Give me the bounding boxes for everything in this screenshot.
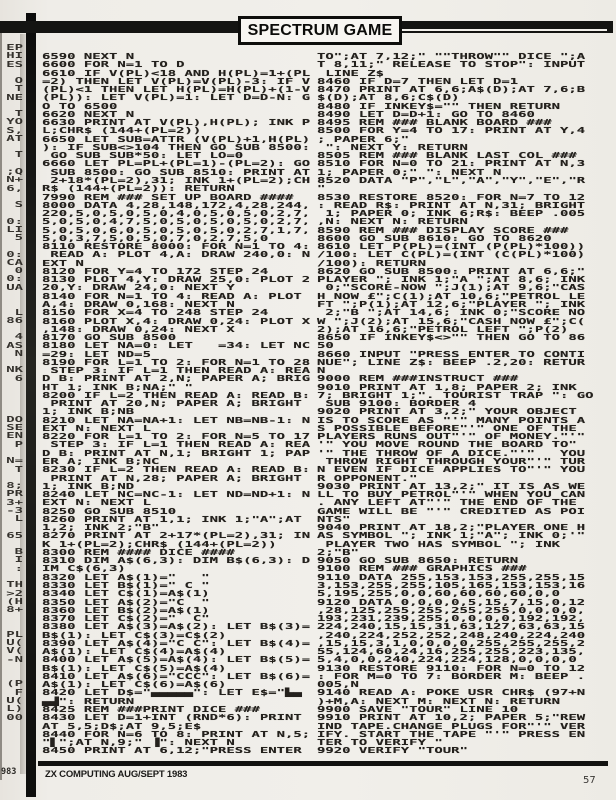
code-line: : FOR M=0 TO 7: BORDER M: BEEP . (317, 671, 586, 681)
code-line: 3,153,255,255,105,165,153,153,16 (317, 581, 586, 590)
code-line: 8480 IF INKEY$="" THEN RETURN (317, 101, 561, 111)
code-line: 9020 PRINT AT 3,2;" YOUR OBJECT (317, 407, 586, 417)
code-line: B (14, 547, 23, 557)
code-line: 86 (6, 315, 23, 325)
code-line: PLAYER TWO HAS SYMBOL "; INK (317, 539, 569, 549)
code-line: 9110 DATA 255,153,153,255,255,15 (317, 572, 586, 582)
code-line: W ";J(2);AT 15,6;"CASH NOW £";C( (317, 316, 586, 326)
code-line: ES (6, 59, 23, 69)
code-line: 2;"B ";AT 14,6; INK 0;"SCORE NO (317, 308, 586, 318)
code-line: ▄▟": RETURN (42, 696, 135, 706)
code-line: 8380 LET A$(3)=A$(2): LET B$(3)= (42, 622, 311, 632)
code-line: 65 (6, 530, 23, 540)
code-line: "▌";AT N,9;" ▐": NEXT N (42, 738, 235, 748)
code-line: 8000 DATA 4,28,148,172,4,28,244, (42, 200, 311, 210)
code-line: ;Q (6, 166, 23, 176)
code-line: NE (6, 92, 23, 102)
code-line: 8260 PRINT AT 1,1; INK 1;"A";AT (42, 514, 311, 524)
code-line: 8425 REM ###PRINT DICE ### (42, 704, 260, 714)
code-line: 8430 LET D=1+INT (RND*6): PRINT (42, 713, 311, 723)
code-line: 8130 PLOT 4,Y: DRAW 25,0: PLOT 2 (42, 275, 311, 285)
code-line: )+M,A: NEXT M: NEXT N: RETURN (317, 696, 561, 706)
code-line: >2 (6, 588, 23, 598)
code-line: GO SUB SUB*50: LET LO=0 (42, 151, 244, 161)
code-line: 00 (6, 712, 23, 722)
code-line: EXT N: NEXT L (42, 498, 151, 508)
code-line: 9050 GO SUB 8650: RETURN (317, 556, 519, 566)
code-line (0, 383, 23, 391)
code-line: UA (6, 282, 23, 292)
code-line: L) (6, 704, 23, 714)
code-line: 5,195,255,0,0,60,60,60,60,0,0 (317, 589, 561, 599)
code-line: ": NEXT Y: RETURN (317, 142, 468, 152)
code-line: TO";AT 7,12;" ""THROW"" DICE ";A (317, 52, 586, 61)
code-line: AT 5,5;D$;AT 9,5;E$ (42, 721, 202, 731)
code-line (0, 391, 23, 399)
footer-rule (38, 761, 608, 766)
code-line (0, 399, 23, 407)
code-line: PRINT AT 20,N; PAPER A; BRIGHT (42, 399, 311, 409)
code-line: N EVEN IF DICE APPLIES TO"'" YOU (317, 465, 586, 475)
code-line: 8330 LET B$(1)=" C " (42, 581, 210, 590)
code-line: 7; BRIGHT 1;". TOURIST TRAP ": GO (317, 390, 594, 400)
code-line: 6590 NEXT N (42, 52, 135, 61)
code-line: 8140 FOR N=1 TO 4: READ A: PLOT (42, 291, 311, 301)
code-line: 8250 GO SUB 8510 (42, 506, 177, 516)
code-line: 8110 RESTORE 8000: FOR N=1 TO 4: (42, 242, 311, 252)
code-line: 220,5,0,5,0,5,0,4,0,5,0,5,0,2,7, (42, 209, 311, 219)
code-line: READ A: PLOT 4,A: DRAW 240,0: N (42, 250, 311, 260)
code-line: U( (6, 695, 23, 705)
code-line: . ANY LEFT AT"'" THE END OF THE (317, 498, 586, 508)
code-line: 8220 FOR L=1 TO 2: FOR N=5 TO 17 (42, 432, 311, 442)
code-line: LI (6, 224, 23, 234)
code-line: V( (6, 646, 23, 656)
code-line: PLAYERS RUNS OUT"'" OF MONEY."'" (317, 432, 586, 442)
code-line (0, 664, 23, 672)
code-line: N+ (6, 175, 23, 185)
code-line: 0: (6, 249, 23, 259)
code-line: 2;"B" (317, 547, 359, 557)
code-line: 005,N (317, 680, 359, 690)
code-line: 8360 LET B$(2)=A$(1) (42, 605, 210, 615)
code-line: 8270 PRINT AT 2+17*(PL=2),31; IN (42, 531, 311, 541)
footer-gutter-fragment: 983 (1, 767, 17, 777)
code-line: NUE"; LINE Z$: BEEP .2,20: RETUR (317, 357, 586, 367)
code-line: IFY. START THE TAPE "'" PRESS EN (317, 729, 586, 739)
code-line: 6600 FOR N=1 TO D (42, 60, 185, 70)
code-line: 4 (14, 332, 23, 342)
code-line: 9010 PRINT AT 1,8; PAPER 2; INK (317, 382, 586, 392)
code-line: T (14, 464, 23, 474)
code-line: ,148: DRAW 0,24: NEXT X (42, 324, 235, 334)
code-line: 8495 REM ### BLANK BOARD ### (317, 118, 552, 128)
code-line: 8420 LET D$="▄▄▄▄▄": LET E$="▙▄ (42, 688, 302, 698)
code-line: '" THE THROW OF A DICE."'" YOU (317, 448, 586, 458)
code-line: R$ (144+(PL=2)): RETURN (42, 184, 235, 194)
code-line: 8520 DATA "P","L","A","Y","E","R (317, 175, 586, 185)
code-line: NK (6, 365, 23, 375)
code-line: (PL)<1 THEN LET H(PL)=H(PL)+(1-V (42, 85, 311, 95)
code-line: 8200 IF L=2 THEN READ A: READ B: (42, 390, 311, 400)
code-line: 8170 GO SUB 8500 (42, 333, 177, 343)
code-line: ; PAPER 6;" (317, 134, 410, 144)
code-line: 2+18*(PL=2),31; INK 1+(PL=2);CH (42, 175, 311, 185)
code-line: AS SYMBOL "; INK 1;"A"; INK 0;'" (317, 531, 586, 541)
code-column-right (317, 53, 592, 756)
code-line: 2);AT 16,6;"PETROL LEFT ";P(2) (317, 324, 569, 334)
code-line: EP (6, 43, 23, 52)
code-line: 8230 IF L=2 THEN READ A: READ B: (42, 465, 311, 475)
code-line: T (14, 150, 23, 160)
code-line: LINE Z$ (317, 68, 385, 78)
code-line: 8600 GO SUB 8610: GO TO 8620 (317, 233, 552, 243)
code-line: 224,240,15,15,31,63,127,63,63,15 (317, 622, 586, 632)
code-line: 1; PAPER 0;" ": NEXT N (317, 167, 502, 177)
code-line: AT (6, 133, 23, 143)
code-line: 8350 LET A$(2)="C " (42, 597, 210, 607)
code-line: 8370 LET C$(2)=" C" (42, 614, 210, 624)
code-line: 8400 LET A$(5)=A$(4): LET B$(5)= (42, 655, 311, 665)
code-line: 5,0,5,0,6,0,5,0,5,0,5,0,2,7,1,7, (42, 225, 311, 235)
code-line: K 1+(PL=2);CHR$ (144+(PL=2)) (42, 539, 277, 549)
banner-title: SPECTRUM GAME (247, 21, 393, 39)
code-line: 0: (6, 274, 23, 284)
code-line: 8320 LET A$(1)=" " (42, 572, 210, 582)
code-line: 8620 GO SUB 8500: PRINT AT 6,6;" (317, 266, 586, 276)
code-line: PLAYER "; INK 1;"A ";AT 8,6; INK (317, 275, 586, 285)
code-line: CA (6, 257, 23, 267)
code-line: STEP 3: IF L=1 THEN READ A: REA (42, 440, 311, 450)
code-line: 8505 REM ### BLANK LAST COL ### (317, 151, 577, 161)
code-line: 1,2; INK 2;"B" (42, 523, 160, 533)
code-line: " (317, 184, 326, 194)
code-line: TER TO VERIFY " (317, 738, 443, 748)
code-line: GAME WILL BE "'" CREDITED AS POI (317, 506, 586, 516)
code-line: B$(1): LET C$(5)=A$(4) (42, 663, 227, 673)
code-line: 20,Y: DRAW 24,0: NEXT Y (42, 283, 235, 293)
code-line: '" YOU MOVE ROUND THE BOARD TO" (317, 440, 577, 450)
code-line: 0;"SCORE-NOW ";J(1);AT 9,6;"CAS (317, 283, 586, 293)
code-line: 1; PAPER 0; INK 6;R$: BEEP .005 (317, 209, 586, 219)
code-line: 6610 IF V(PL)<18 AND H(PL)=1+(PL (42, 68, 311, 78)
code-line: 0: (6, 216, 23, 226)
code-line: ER A; INK B;NC (42, 457, 160, 467)
code-line: IND TAPE.CHANGE PLUGS FOR"'" VER (317, 721, 586, 731)
code-line: SE (6, 423, 23, 433)
code-line: N= (6, 456, 23, 466)
code-line: 1; INK B;NB (42, 407, 135, 417)
code-line: 9140 READ A: POKE USR CHR$ (97+N (317, 688, 586, 698)
code-line: PR (6, 489, 23, 499)
code-line: : (14, 563, 23, 573)
code-line: F (14, 687, 23, 697)
code-line: A$(1): LET C$(4)=A$(4) (42, 647, 227, 657)
code-line: N (14, 348, 23, 358)
code-line: SUB 9100: BORDER 4 (317, 399, 477, 409)
code-line: 9920 VERIFY "TOUR" (317, 746, 468, 756)
code-line: 3+ (6, 497, 23, 507)
code-line: IM C$(6,3) (42, 564, 126, 574)
code-line: 193,231,239,255,0,0,0,0,192,192, (317, 614, 586, 624)
code-line: R OPPONENT." (317, 473, 418, 483)
code-line: 8160 PLOT X,4: DRAW 0,24: PLOT X (42, 316, 311, 326)
code-line: THROW RIGHT THROUGH YOUR"'" TUR (317, 457, 586, 467)
footer-publication: ZX COMPUTING AUG/SEPT 1983 (45, 769, 188, 780)
code-line: 8650 IF INKEY$<>"" THEN GO TO 86 (317, 333, 586, 343)
code-line: 8390 LET A$(4)="C C": LET B$(4)= (42, 638, 311, 648)
code-line: HI (6, 51, 23, 61)
code-line: =29: LET ND=5 (42, 349, 151, 359)
code-line: 8340 LET C$(1)=A$(1) (42, 589, 210, 599)
code-line: 8180 LET NA=0: LET =34: LET NC (42, 341, 311, 351)
code-line: 6650 LET SUB=ATTR (V(PL)+1,H(PL) (42, 134, 311, 144)
spine-bar (26, 13, 36, 797)
code-line: $(D);AT 8,6;C$(D) (317, 93, 460, 103)
code-line: B$(1): LET C$(3)=C$(2) (42, 630, 227, 640)
code-line: -N (6, 654, 23, 664)
banner-label (238, 16, 402, 45)
code-line: 8210 LET NA=NA+1: LET NB=NB-1: N (42, 415, 311, 425)
code-line: 9030 PRINT AT 13,2;" IT IS AS WE (317, 481, 586, 491)
code-line: 6 (14, 373, 23, 383)
code-line: 8490 LET D=D+1: GO TO 8460 (317, 109, 535, 119)
code-line: -3 (6, 505, 23, 515)
code-line: T (14, 84, 23, 94)
code-line: 8530 RESTORE 8520: FOR N=7 TO 12 (317, 192, 586, 202)
code-line: 8310 DIM A$(6,3): DIM B$(6,3): D (42, 556, 311, 566)
code-line: T (14, 109, 23, 119)
banner-seam-line (402, 29, 607, 31)
code-line: 8120 FOR Y=4 TO 172 STEP 24 (42, 266, 269, 276)
code-line: AS (6, 340, 23, 350)
code-line: IS TO SCORE AS "'" MANY POINTS A (317, 415, 586, 425)
code-line: O (14, 76, 23, 86)
code-line: S, (6, 125, 23, 135)
code-line: 9000 REM ###INSTRUCT ### (317, 374, 519, 384)
code-line: 6, (6, 183, 23, 193)
code-line: PRINT AT N,28; PAPER A; BRIGHT (42, 473, 311, 483)
code-line: I (14, 555, 23, 565)
code-line: 8660 INPUT "PRESS ENTER TO CONTI (317, 349, 586, 359)
code-line: 5 (14, 233, 23, 243)
code-line: 9910 PRINT AT 10,2; PAPER 5;"REW (317, 713, 586, 723)
code-line: 8300 REM #### DICE #### (42, 547, 235, 557)
code-line: (PL)): LET V(PL)=1: LET D=D-N: G (42, 93, 311, 103)
code-line: 1; INK B;ND (42, 481, 135, 491)
code-line: /100: LET C(PL)=(INT (C(PL)*100) (317, 250, 586, 260)
code-line: 8610 LET P(PL)=(INT (P(PL)*100)) (317, 242, 586, 252)
code-line: 55,124,60,24,16,255,255,223,135, (317, 647, 586, 657)
code-line: S POSSIBLE BEFORE"'" ONE OF THE (317, 423, 586, 433)
code-line: (P (6, 679, 23, 689)
code-line: TH (6, 580, 23, 590)
code-line: 8510 FOR N=0 TO 21: PRINT AT N,3 (317, 159, 586, 169)
code-line: 9120 DATA 0,0,0,0,5,15,7,15,0,12 (317, 597, 586, 607)
code-line: 8150 FOR X=4 TO 248 STEP 24 (42, 308, 269, 318)
code-line: HT 1; INK B;NA;" " (42, 382, 193, 392)
code-line: : READ R$: PRINT AT N,31; BRIGHT (317, 200, 586, 210)
code-line: 8240 LET NC=NC-1: LET ND=ND+1: N (42, 490, 311, 500)
code-line: SUB 8500: GO SUB 8510: PRINT AT (42, 167, 311, 177)
code-line: =2) THEN LET V(PL)=V(PL)-3: IF V (42, 76, 311, 86)
code-line (0, 614, 23, 622)
code-column-left (42, 53, 317, 756)
code-line: 9100 REM ### GRAPHICS ### (317, 564, 527, 574)
code-line: 8590 REM ### DISPLAY SCORE ### (317, 225, 569, 235)
gutter-fragments (0, 44, 23, 722)
code-line: 5,0,3,7,5,0,5,0,7,0,2,7,5,0 (42, 233, 269, 243)
code-line: PL (6, 629, 23, 639)
code-line: S (14, 200, 23, 210)
code-line: 8460 IF D=7 THEN LET D=1 (317, 76, 519, 86)
code-line: 6660 LET PL=PL+(PL=1)-(PL=2): GO (42, 159, 311, 169)
code-line: 8500 FOR Y=4 TO 17: PRINT AT Y,4 (317, 126, 586, 136)
code-line: 9900 SAVE "TOUR" LINE 10 (317, 704, 519, 714)
code-line: 7990 REM ### SET UP BOARD #### (42, 192, 294, 202)
code-line: FT ";P(1);AT 12,6;"PLAYER "; INK (317, 299, 586, 309)
code-line: ,N: NEXT N: RETURN (317, 217, 468, 227)
code-line: 6630 PRINT AT V(PL),H(PL); INK P (42, 118, 311, 128)
code-line: EXT N (42, 258, 84, 268)
code-line: 0 (14, 266, 23, 276)
code-line: 6620 NEXT N (42, 109, 135, 119)
code-line: /100): RETURN (317, 258, 426, 268)
code-line: ,15,15,3,1,0,0,0,0,255,255,255,2 (317, 638, 586, 648)
code-line: (H (6, 596, 23, 606)
code-line: EN (6, 431, 23, 441)
code-line: STEP 3: IF L=1 THEN READ A: REA (42, 366, 311, 376)
code-line: H NOW £";C(1);AT 10,6;"PETROL LE (317, 291, 586, 301)
code-line: L (14, 307, 23, 317)
code-line: LL TO BUY PETROL"'" WHEN YOU CAN (317, 490, 586, 500)
code-line (0, 292, 23, 300)
code-line: P (14, 439, 23, 449)
footer-page-number: 57 (583, 775, 596, 786)
code-line: 8410 LET A$(6)="CCC": LET B$(6)= (42, 671, 311, 681)
code-line: 5,4,0,0,240,224,224,128,0,0,0,0 (317, 655, 577, 665)
code-line: ,240,224,252,252,248,240,224,240 (317, 630, 586, 640)
code-line: NTS" (317, 514, 351, 524)
code-line: 5,0,5,0,4,7,5,0,5,0,5,0,5,0,2,7, (42, 217, 311, 227)
code-line: T 8,11;" RELEASE TO STOP": INPUT (317, 60, 586, 70)
code-line: 8450 PRINT AT 6,12;"PRESS ENTER (42, 746, 311, 756)
code-line: D B: PRINT AT 2,N; PAPER A; BRIG (42, 374, 311, 384)
code-line: L;CHR$ (144+(PL=2)) (42, 126, 202, 136)
code-line: DO (6, 414, 23, 424)
code-line: 9040 PRINT AT 18,2;"PLAYER ONE H (317, 523, 586, 533)
code-line: 8; (6, 481, 23, 491)
code-line: ,28,125,255,255,255,255,0,0,0,0, (317, 605, 586, 615)
code-line: 8+ (6, 605, 23, 615)
code-line: U( (6, 638, 23, 648)
code-line: A$(1): LET C$(6)=A$(6) (42, 680, 227, 690)
code-line: 8440 FOR N=6 TO 8: PRINT AT N,5; (42, 729, 311, 739)
code-line: D B: PRINT AT N,1; BRIGHT 1; PAP (42, 448, 311, 458)
code-line: A,4: DRAW 0,168: NEXT N (42, 299, 235, 309)
code-line: 50 (317, 341, 334, 351)
code-line: O TO 6500 (42, 101, 118, 111)
code-line: 8190 FOR L=1 TO 2: FOR N=1 TO 28 (42, 357, 311, 367)
code-line: YO (6, 117, 23, 127)
code-line: EXT N: NEXT L (42, 423, 151, 433)
code-line: 8470 PRINT AT 6,6;A$(D);AT 7,6;B (317, 85, 586, 95)
code-line: L (14, 514, 23, 524)
code-line: ): IF SUB<>104 THEN GO SUB 8500: (42, 142, 311, 152)
code-line: N (317, 366, 326, 376)
code-line: 9130 RESTORE 9110: FOR N=0 TO 12 (317, 663, 586, 673)
